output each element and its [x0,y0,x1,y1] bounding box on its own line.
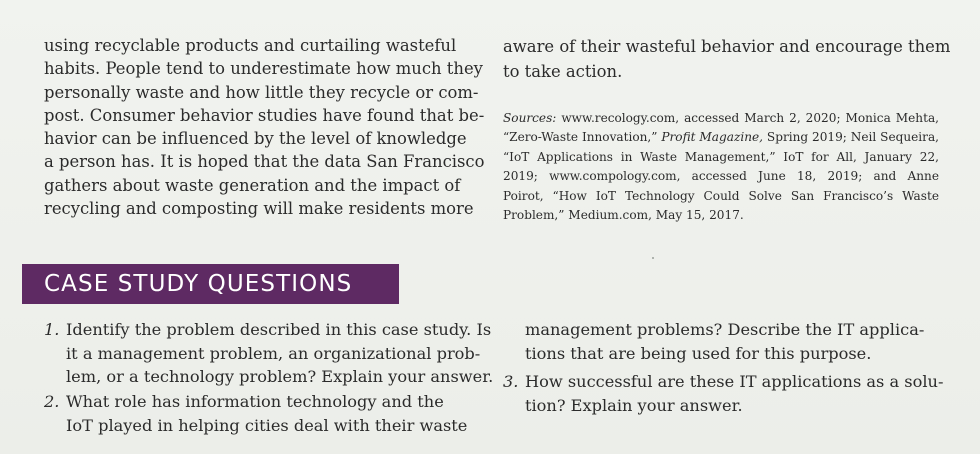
text-line: aware of their wasteful behavior and encourage them [503,37,951,56]
text-line: How successful are these IT applications as a solu- [525,372,944,391]
text-line: it a management problem, an organizational prob- [66,343,481,363]
section-heading: CASE STUDY QUESTIONS [44,271,353,297]
body-text-left [44,34,485,220]
question-number: 1. [44,320,60,339]
speck-mark [652,257,654,259]
text-line: using recyclable products and curtailing wasteful [44,36,457,55]
citation-line: Poirot, “How IoT Technology Could Solve San Francisco’s Waste [503,188,939,203]
sources-label: Sources: [503,111,557,125]
citation-line: “IoT Applications in Waste Management,” IoT for All, January 22, [503,149,939,164]
question-text [525,370,943,417]
question-text [66,318,493,389]
sources-citation [503,109,939,225]
text-line: tions that are being used for this purpose. [525,343,872,363]
text-line: to take action. [503,62,623,81]
section-heading-banner [22,264,399,304]
text-line: lem, or a technology problem? Explain your answer. [66,367,494,386]
question-number: 3. [503,372,519,391]
question-text [66,390,467,437]
text-line: gathers about waste generation and the impact of [44,175,461,195]
text-line: What role has information technology and the [66,392,444,411]
text-line: management problems? Describe the IT applica- [525,320,925,339]
text-line: IoT played in helping cities deal with their waste [66,415,468,435]
text-line: post. Consumer behavior studies have found that be- [44,105,485,125]
text-line: havior can be influenced by the level of knowledge [44,129,467,149]
magazine-title: Profit Magazine, [661,130,763,145]
citation-line: Problem,” Medium.com, May 15, 2017. [503,208,744,223]
citation-line: “Zero-Waste Innovation,” Profit Magazine, Spring 2019; Neil Sequeira, [503,130,940,145]
question-number: 2. [44,392,60,411]
citation-line: Sources: www.recology.com, accessed March 2, 2020; Monica Mehta, [503,111,939,125]
text-line: tion? Explain your answer. [525,395,743,415]
text-line: habits. People tend to underestimate how much they [44,59,483,79]
text-line: a person has. It is hoped that the data San Francisco [44,152,485,172]
text-line: recycling and composting will make residents more [44,199,474,219]
citation-line: 2019; www.compology.com, accessed June 18, 2019; and Anne [503,169,939,184]
text-line: personally waste and how little they recycle or com- [44,82,479,102]
body-text-right [503,34,951,84]
text-line: Identify the problem described in this case study. Is [66,320,492,339]
question-continuation [525,318,924,365]
